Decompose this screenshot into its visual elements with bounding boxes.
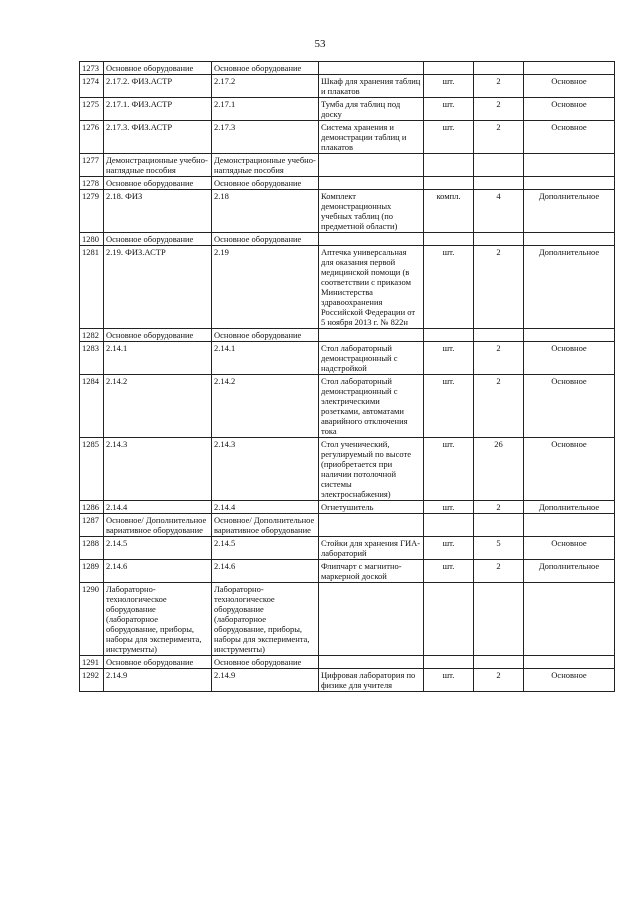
item-name-cell: Цифровая лаборатория по физике для учителя: [319, 669, 424, 692]
quantity-cell: 2: [474, 75, 524, 98]
row-number-cell: 1287: [80, 514, 104, 537]
unit-cell: шт.: [424, 501, 474, 514]
quantity-cell: 26: [474, 438, 524, 501]
item-name-cell: [319, 62, 424, 75]
item-name-cell: [319, 233, 424, 246]
code-cell: 2.14.1: [104, 342, 212, 375]
quantity-cell: [474, 514, 524, 537]
equipment-type-cell: [524, 154, 615, 177]
table-row: [80, 177, 615, 190]
table-row: [80, 375, 615, 438]
code-cell: Основное оборудование: [104, 62, 212, 75]
unit-cell: компл.: [424, 190, 474, 233]
code-cell: 2.17.2. ФИЗ.АСТР: [104, 75, 212, 98]
quantity-cell: 4: [474, 190, 524, 233]
row-number-cell: 1292: [80, 669, 104, 692]
subcode-cell: 2.19: [212, 246, 319, 329]
subcode-cell: 2.14.4: [212, 501, 319, 514]
table-row: [80, 669, 615, 692]
page-number: 53: [314, 38, 326, 50]
equipment-type-cell: Дополнительное: [524, 501, 615, 514]
code-cell: 2.14.3: [104, 438, 212, 501]
table-row: [80, 583, 615, 656]
row-number-cell: 1290: [80, 583, 104, 656]
row-number-cell: 1278: [80, 177, 104, 190]
equipment-type-cell: Дополнительное: [524, 560, 615, 583]
subcode-cell: 2.17.3: [212, 121, 319, 154]
unit-cell: шт.: [424, 560, 474, 583]
item-name-cell: Стол лабораторный демонстрационный с электрическими розетками, автоматами аварийного отключения тока: [319, 375, 424, 438]
code-cell: 2.18. ФИЗ: [104, 190, 212, 233]
quantity-cell: [474, 233, 524, 246]
code-cell: 2.14.9: [104, 669, 212, 692]
item-name-cell: [319, 583, 424, 656]
row-number-cell: 1289: [80, 560, 104, 583]
code-cell: 2.17.3. ФИЗ.АСТР: [104, 121, 212, 154]
code-cell: Основное оборудование: [104, 329, 212, 342]
quantity-cell: 2: [474, 560, 524, 583]
equipment-type-cell: Основное: [524, 121, 615, 154]
row-number-cell: 1274: [80, 75, 104, 98]
item-name-cell: [319, 329, 424, 342]
item-name-cell: [319, 154, 424, 177]
quantity-cell: 2: [474, 98, 524, 121]
row-number-cell: 1288: [80, 537, 104, 560]
item-name-cell: Стол лабораторный демонстрационный с надстройкой: [319, 342, 424, 375]
item-name-cell: Флипчарт с магнитно-маркерной доской: [319, 560, 424, 583]
table-row: [80, 98, 615, 121]
quantity-cell: [474, 62, 524, 75]
item-name-cell: [319, 656, 424, 669]
subcode-cell: Лабораторно-технологическое оборудование (лабораторное оборудование, приборы, наборы для эксперимента, инструменты): [212, 583, 319, 656]
unit-cell: шт.: [424, 98, 474, 121]
unit-cell: шт.: [424, 246, 474, 329]
table-row: [80, 75, 615, 98]
subcode-cell: 2.14.5: [212, 537, 319, 560]
row-number-cell: 1275: [80, 98, 104, 121]
unit-cell: шт.: [424, 342, 474, 375]
row-number-cell: 1277: [80, 154, 104, 177]
equipment-type-cell: Основное: [524, 375, 615, 438]
code-cell: 2.14.4: [104, 501, 212, 514]
row-number-cell: 1291: [80, 656, 104, 669]
unit-cell: [424, 154, 474, 177]
quantity-cell: [474, 154, 524, 177]
equipment-type-cell: Основное: [524, 75, 615, 98]
quantity-cell: 2: [474, 375, 524, 438]
table-row: [80, 190, 615, 233]
code-cell: Основное оборудование: [104, 656, 212, 669]
quantity-cell: [474, 177, 524, 190]
item-name-cell: Огнетушитель: [319, 501, 424, 514]
item-name-cell: Стол ученический, регулируемый по высоте (приобретается при наличии потолочной системы электроснабжения): [319, 438, 424, 501]
equipment-type-cell: [524, 583, 615, 656]
quantity-cell: [474, 329, 524, 342]
code-cell: 2.14.2: [104, 375, 212, 438]
subcode-cell: 2.18: [212, 190, 319, 233]
row-number-cell: 1273: [80, 62, 104, 75]
item-name-cell: Аптечка универсальная для оказания первой медицинской помощи (в соответствии с приказом Министерства здравоохранения Российской Федерации от 5 ноября 2013 г. № 822н: [319, 246, 424, 329]
unit-cell: шт.: [424, 537, 474, 560]
code-cell: Основное оборудование: [104, 233, 212, 246]
subcode-cell: Демонстрационные учебно-наглядные пособия: [212, 154, 319, 177]
equipment-table: [79, 61, 615, 692]
equipment-type-cell: Основное: [524, 342, 615, 375]
subcode-cell: 2.14.2: [212, 375, 319, 438]
equipment-type-cell: [524, 656, 615, 669]
equipment-type-cell: Основное: [524, 98, 615, 121]
row-number-cell: 1282: [80, 329, 104, 342]
unit-cell: [424, 177, 474, 190]
code-cell: Основное оборудование: [104, 177, 212, 190]
table-row: [80, 342, 615, 375]
subcode-cell: 2.14.9: [212, 669, 319, 692]
table-row: [80, 501, 615, 514]
row-number-cell: 1284: [80, 375, 104, 438]
table-row: [80, 246, 615, 329]
code-cell: Лабораторно-технологическое оборудование (лабораторное оборудование, приборы, наборы для эксперимента, инструменты): [104, 583, 212, 656]
unit-cell: [424, 514, 474, 537]
item-name-cell: Стойки для хранения ГИА-лабораторий: [319, 537, 424, 560]
subcode-cell: Основное оборудование: [212, 233, 319, 246]
equipment-type-cell: [524, 233, 615, 246]
table-row: [80, 154, 615, 177]
subcode-cell: Основное/ Дополнительное вариативное оборудование: [212, 514, 319, 537]
subcode-cell: 2.14.1: [212, 342, 319, 375]
code-cell: 2.19. ФИЗ.АСТР: [104, 246, 212, 329]
row-number-cell: 1283: [80, 342, 104, 375]
row-number-cell: 1276: [80, 121, 104, 154]
row-number-cell: 1281: [80, 246, 104, 329]
table-row: [80, 438, 615, 501]
table-row: [80, 233, 615, 246]
subcode-cell: 2.14.3: [212, 438, 319, 501]
code-cell: Демонстрационные учебно-наглядные пособия: [104, 154, 212, 177]
quantity-cell: 2: [474, 121, 524, 154]
equipment-type-cell: [524, 177, 615, 190]
quantity-cell: 2: [474, 501, 524, 514]
equipment-type-cell: [524, 514, 615, 537]
row-number-cell: 1280: [80, 233, 104, 246]
subcode-cell: 2.14.6: [212, 560, 319, 583]
code-cell: 2.14.5: [104, 537, 212, 560]
equipment-type-cell: Дополнительное: [524, 246, 615, 329]
unit-cell: [424, 583, 474, 656]
unit-cell: шт.: [424, 438, 474, 501]
subcode-cell: Основное оборудование: [212, 329, 319, 342]
quantity-cell: [474, 583, 524, 656]
row-number-cell: 1285: [80, 438, 104, 501]
unit-cell: [424, 62, 474, 75]
item-name-cell: [319, 514, 424, 537]
unit-cell: шт.: [424, 669, 474, 692]
equipment-type-cell: Основное: [524, 438, 615, 501]
code-cell: Основное/ Дополнительное вариативное оборудование: [104, 514, 212, 537]
item-name-cell: Тумба для таблиц под доску: [319, 98, 424, 121]
quantity-cell: 2: [474, 246, 524, 329]
quantity-cell: 5: [474, 537, 524, 560]
unit-cell: [424, 656, 474, 669]
row-number-cell: 1286: [80, 501, 104, 514]
unit-cell: шт.: [424, 75, 474, 98]
table-row: [80, 537, 615, 560]
equipment-type-cell: [524, 62, 615, 75]
equipment-type-cell: Дополнительное: [524, 190, 615, 233]
equipment-type-cell: Основное: [524, 537, 615, 560]
subcode-cell: 2.17.2: [212, 75, 319, 98]
code-cell: 2.14.6: [104, 560, 212, 583]
equipment-type-cell: [524, 329, 615, 342]
subcode-cell: 2.17.1: [212, 98, 319, 121]
subcode-cell: Основное оборудование: [212, 656, 319, 669]
unit-cell: [424, 329, 474, 342]
unit-cell: шт.: [424, 375, 474, 438]
item-name-cell: Система хранения и демонстрации таблиц и плакатов: [319, 121, 424, 154]
unit-cell: шт.: [424, 121, 474, 154]
table-row: [80, 121, 615, 154]
item-name-cell: [319, 177, 424, 190]
table-row: [80, 62, 615, 75]
table-row: [80, 656, 615, 669]
code-cell: 2.17.1. ФИЗ.АСТР: [104, 98, 212, 121]
item-name-cell: Комплект демонстрационных учебных таблиц (по предметной области): [319, 190, 424, 233]
subcode-cell: Основное оборудование: [212, 62, 319, 75]
table-row: [80, 560, 615, 583]
subcode-cell: Основное оборудование: [212, 177, 319, 190]
row-number-cell: 1279: [80, 190, 104, 233]
quantity-cell: 2: [474, 342, 524, 375]
equipment-type-cell: Основное: [524, 669, 615, 692]
quantity-cell: 2: [474, 669, 524, 692]
unit-cell: [424, 233, 474, 246]
quantity-cell: [474, 656, 524, 669]
table-row: [80, 514, 615, 537]
item-name-cell: Шкаф для хранения таблиц и плакатов: [319, 75, 424, 98]
table-row: [80, 329, 615, 342]
